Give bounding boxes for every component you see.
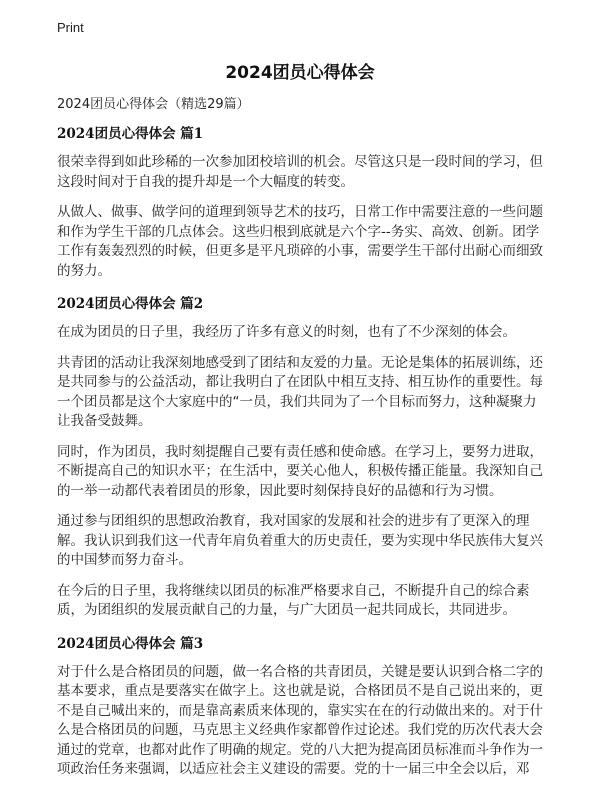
paragraph: 同时，作为团员，我时刻提醒自己要有责任感和使命感。在学习上，要努力进取，不断提高自己的知识水平；在生活中，要关心他人，积极传播正能量。我深知自己的一举一动都代表着团员的形象，因此要时刻保持良好的品德和行为习惯。: [57, 443, 543, 499]
paragraph: 通过参与团组织的思想政治教育，我对国家的发展和社会的进步有了更深入的理解。我认识到我们这一代青年肩负着重大的历史责任，要为实现中华民族伟大复兴的中国梦而努力奋斗。: [57, 513, 543, 568]
paragraph: 从做人、做事、做学问的道理到领导艺术的技巧，日常工作中需要注意的一些问题和作为学生干部的几点体会。这些归根到底就是六个字--务实、高效、创新。团学工作有轰轰烈烈的时候，但更多是平凡琐碎的小事，需要学生干部付出耐心而细致的努力。: [57, 204, 543, 279]
paragraph: 很荣幸得到如此珍稀的一次参加团校培训的机会。尽管这只是一段时间的学习，但这段时间对于自我的提升却是一个大幅度的转变。: [57, 154, 543, 190]
paragraph: 在今后的日子里，我将继续以团员的标准严格要求自己，不断提升自己的综合素质，为团组织的发展贡献自己的力量，与广大团员一起共同成长，共同进步。: [57, 582, 530, 618]
page-title: 2024团员心得体会: [225, 63, 375, 83]
document-subtitle: 2024团员心得体会（精选29篇）: [57, 97, 250, 112]
paragraph: 共青团的活动让我深刻地感受到了团结和友爱的力量。无论是集体的拓展训练，还是共同参与的公益活动，都让我明白了在团队中相互支持、相互协作的重要性。每一个团员都是这个大家庭中的“一员，我们共同为了一个目标而努力，这种凝聚力让我备受鼓舞。: [57, 354, 543, 429]
paragraph: 对于什么是合格团员的问题，做一名合格的共青团员，关键是要认识到合格二字的基本要求，重点是要落实在做字上。这也就是说，合格团员不是自己说出来的，更不是自己喊出来的，而是靠高素质来体现的，靠实实在在的行动做出来的。对于什么是合格团员的问题，马克思主义经典作家都曾作过论述。我们党的历次代表大会通过的党章，也都对此作了明确的规定。党的八大把为提高团员标准而斗争作为一项政治任务来强调，以适应社会主义建设的需要。党的十一届三中全会以后，邓: [57, 663, 543, 777]
section-heading-2: 2024团员心得体会 篇2: [57, 296, 204, 312]
section-heading-3: 2024团员心得体会 篇3: [57, 635, 204, 652]
print-link[interactable]: Print: [57, 20, 84, 35]
section-heading-1: 2024团员心得体会 篇1: [57, 126, 204, 142]
paragraph: 在成为团员的日子里，我经历了许多有意义的时刻，也有了不少深刻的体会。: [57, 324, 516, 340]
document-body: [57, 122, 547, 791]
